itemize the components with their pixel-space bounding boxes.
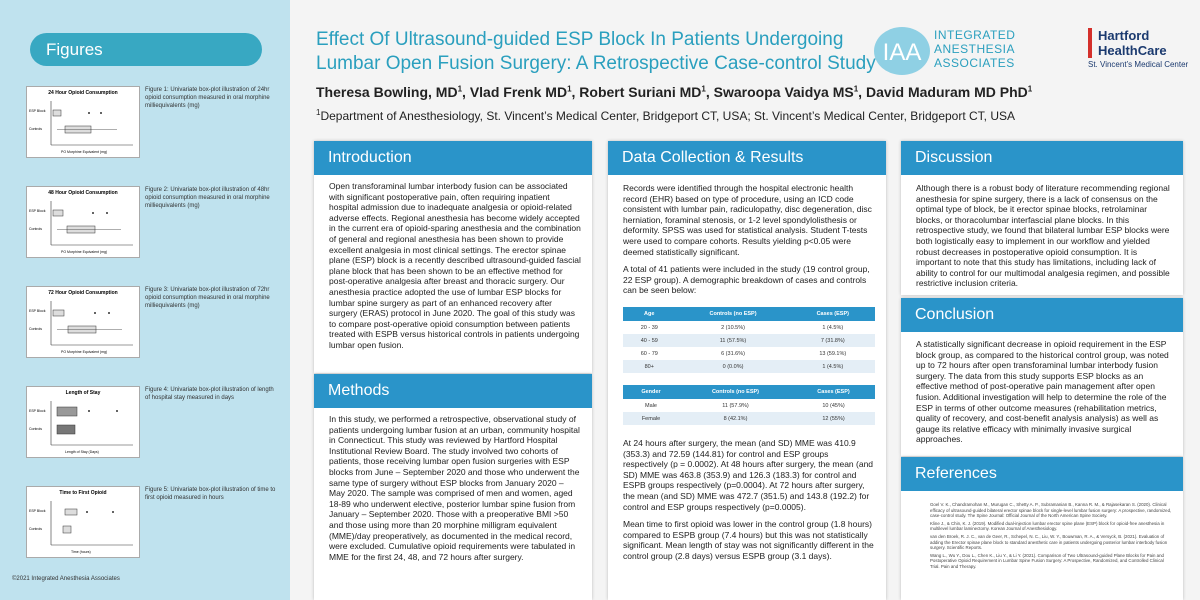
discussion-text: Although there is a robust body of literature recommending regional anesthesia for spine surgery, there is a lack of consensus on the optimal type of block, be it erector spinae blocks, retrolaminar blocks, or thoracolumbar interfascial plane blocks. In this retrospective study, we found that bilateral lumbar ESP blocks were both logistically easy to implement in our workflow and yielded robust decreases in postoperative opioid consumption. It is important to note that this study has limitations, including lack of ability to control for our multimodal analgesia regimen, and possible restrictive inclusion criteria. [916, 183, 1170, 289]
figure-2-boxplot [27, 187, 139, 257]
figure-2-caption: Figure 2: Univariate box-plot illustration of 48hr opioid consumption measured in oral morphine milliequivalents (mg) [145, 187, 270, 209]
results-heading: Data Collection & Results [608, 141, 886, 175]
figure-5-thumbnail [26, 486, 140, 558]
methods-heading: Methods [314, 374, 592, 408]
figure-1-boxplot [27, 87, 139, 157]
title-line-1: Effect Of Ultrasound-guided ESP Block In Patients Undergoing [316, 29, 844, 50]
conclusion-text: A statistically significant decrease in opioid requirement in the ESP block group, as compared to the historical control group, was noted up to 72 hours after open transforaminal lumbar interbody fusion surgery. The data from this study supports ESP blocks as an effective method of post-operative pain management after open fusion. Additional investigation will help to determine the role of the ESP in terms of other outcome measures (rehabilitation metrics, quality of recovery, and cost-benefit analysis analysis) as well as gauge its relative efficacy with minimally invasive surgical approaches. [916, 339, 1169, 445]
table-row: 60 - 79 6 (31.6%) 13 (59.1%) [640, 350, 847, 357]
figure-5-group-controls: Controls [29, 527, 43, 531]
table-row: Male 11 (57.9%) 10 (45%) [645, 402, 845, 409]
iaa-logo [872, 22, 1080, 80]
copyright-notice: ©2021 Integrated Anesthesia Associates [12, 576, 120, 582]
figure-2-xlabel: PO Morphine Equivalent (mg) [61, 250, 108, 254]
figure-3-group-esp: ESP Block [29, 309, 46, 313]
figure-5-title: Time to First Opioid [59, 490, 107, 496]
figure-1-title: 24 Hour Opioid Consumption [48, 90, 118, 96]
author-name: Theresa Bowling, MD [316, 84, 458, 100]
table-row: Female 8 (42.1%) 12 (55%) [623, 412, 875, 425]
table-row: 80+ 0 (0.0%) 1 (4.5%) [623, 360, 875, 373]
discussion-heading: Discussion [901, 141, 1183, 175]
introduction-text: Open transforaminal lumbar interbody fusion can be associated with significant postoperative pain, often requiring inpatient hospital admission due to inadequate analgesia or opioid-related adverse effects. Regional anesthesia has become widely accepted in the current era of opioid-sparing anesthesia and the combination of general and regional anesthesia has been shown to provide excellent analgesia in most clinical settings. The erector spinae plane (ESP) block is a recently described ultrasound-guided fascial plane block that has been shown to be an effective method for post-operative analgesia after breast and thoracic surgery. Our anesthesia practice adopted the use of lumbar ESP blocks for lumbar spine surgery as part of an enhanced recovery after surgery (ERAS) protocol in June 2020. The goal of this study was to compare post-operative opioid consumption between patients treated with ESPB versus historical controls in patients undergoing lumbar open fusion. [329, 181, 581, 350]
figure-1-group-controls: Controls [29, 127, 43, 131]
affiliation: $^1$Department of Anesthesiology, St. Vincent’s Medical Center, Bridgeport CT, USA; St. Vincent’s Medical Center, Bridgeport CT, USA [316, 108, 1016, 123]
hartford-healthcare-logo: Hartford HealthCare St. Vincent’s Medical Center [1088, 28, 1189, 69]
figure-1-caption: Figure 1: Univariate box-plot illustration of 24hr opioid consumption measured in oral morphine milliequivalents (mg) [145, 87, 270, 109]
figure-3-group-controls: Controls [29, 327, 43, 331]
table-row: 40 - 59 11 (57.5%) 7 (31.8%) [623, 334, 875, 347]
reference-item: van den Broek, R. J. C., van de Geer, R., Schepel, N. C., Liu, W. Y., Bouwman, R. A., & Versyck, B. (2021). Evaluation of adding the Erector spinae plane block to standard anesthetic care in patients undergoing posterior lumbar interbody fusion surgery. Scientific Reports. [930, 533, 1168, 551]
figure-1-group-esp: ESP Block [29, 109, 46, 113]
reference-item: Goel V. K., Chandramohan M., Murugan C., Shetty A. P., Subramanian B., Kanna R. M., & Rajasekaran S. (2020). Clinical efficacy of ultrasound-guided bilateral erector spinae block for single-level lumbar fusion surgery: A prospective, randomized, case-control study. The Spine Journal: Official Journal of the North American Spine Society. [930, 502, 1172, 519]
author-list: Theresa Bowling, $MD^1$, Vlad Frenk $MD^1$, Robert Suriani $MD^1$, Swaroopa Vaidya $MS^1$, David Maduram MD PhD$^1$ [316, 84, 1033, 100]
figures-heading: Figures [30, 33, 262, 66]
reference-item: Wang L., Wu Y., Dou L., Chen K., Liu Y., & Li Y. (2021). Comparison of Two Ultrasound-guided Plane Blocks for Pain and Postoperative Opioid Requirement in Lumbar Spine Fusion Surgery: A Prospective, Randomized, and Controlled Clinical Trial. Pain and Therapy. [930, 552, 1164, 569]
results-methods-paragraph: Records were identified through the hospital electronic health record (EHR) based on type of procedure, using an ICD code consistent with lumbar pain, radiculopathy, disc degeneration, disc herniation, foraminal stenosis, or 1-2 level spondylolisthesis or deformity. SPSS was used for statistical analysis. Student T-tests were used to compare cohorts. Results yielding p<0.05 were deemed statistically significant. [623, 183, 872, 257]
results-findings [623, 438, 875, 569]
figure-2-group-esp: ESP Block [29, 209, 46, 213]
poster-title [316, 28, 876, 76]
conclusion-heading: Conclusion [901, 298, 1183, 332]
gender-table [623, 385, 875, 425]
references-list [930, 502, 1174, 572]
table-header-row: Age Controls (no ESP) Cases (ESP) [623, 307, 875, 321]
figure-2-thumbnail [26, 186, 140, 258]
figure-1-xlabel: PO Morphine Equivalent (mg) [61, 150, 108, 154]
figure-3-thumbnail [26, 286, 140, 358]
table-row: 20 - 39 2 (10.5%) 1 (4.5%) [640, 324, 844, 331]
figure-2-title: 48 Hour Opioid Consumption [48, 190, 118, 196]
results-demographics-paragraph: A total of 41 patients were included in the study (19 control group, 22 ESP group). A demographic breakdown of cases and controls can be seen below: [623, 264, 870, 296]
methods-text: In this study, we performed a retrospective, observational study of patients undergoing lumbar fusion at an urban, community hospital in Connecticut. This study was reviewed by Hartford Hospital Institutional Review Board. The study involved two cohorts of patients, those receiving lumbar open fusion surgeries with ESP blocks from June – September 2020 and those who underwent the same type of surgery without ESP blocks from January 2020 – May 2020. The sample was comprised of men and women, aged 18-89 who underwent elective, posterior lumbar spine fusion from January – September 2020. Those with a preoperative BMI >50 and those using more than 20 morphine milligram equivalent (MME)/day preoperatively, as documented in the medical record, were excluded. Cumulative opioid requirements were tabulated in MME for the first 24, 48, and 72 hours after surgery. [329, 414, 580, 562]
figure-3-title: 72 Hour Opioid Consumption [48, 290, 118, 296]
figure-4-group-controls: Controls [29, 427, 43, 431]
iaa-logo-text: INTEGRATED ANESTHESIA ASSOCIATES [934, 28, 1016, 70]
hartford-logo-mark-icon [1086, 26, 1098, 62]
author-name: Robert Suriani MD [579, 84, 702, 100]
title-line-2: Lumbar Open Fusion Surgery: A Retrospective Case-control Study [316, 53, 876, 74]
figure-4-xlabel: Length of Stay (Days) [65, 450, 99, 454]
figure-4-group-esp: ESP Block [29, 409, 46, 413]
figure-3-caption: Figure 3: Univariate box-plot illustration of 72hr opioid consumption measured in oral morphine milliequivalents (mg) [145, 287, 270, 309]
figure-4-caption: Figure 4: Univariate box-plot illustration of length of hospital stay measured in days [145, 387, 274, 401]
figure-4-boxplot [27, 387, 139, 457]
svg-text:IAA: IAA [882, 39, 922, 66]
author-name: Swaroopa Vaidya MS [713, 84, 854, 100]
figure-4-thumbnail [26, 386, 140, 458]
results-text [623, 183, 875, 303]
figures-sidebar [0, 0, 290, 600]
age-table [623, 307, 875, 373]
iaa-logo-mark-icon [872, 22, 934, 80]
results-opioid-paragraph: At 24 hours after surgery, the mean (and SD) MME was 410.9 (353.3) and 72.59 (144.81) for control and ESP groups respectively (p = 0.0002). At 48 hours after surgery, the mean (and SD) MME was 463.8 (353.9) and 126.3 (183.3) for control and ESPB groups respectively (p=0.0004). At 72 hours after surgery, the mean (and SD) MME was 472.7 (351.5) and 143.8 (192.2) for control and ESP groups respectively (p=0.0005). [623, 438, 874, 512]
figure-1-thumbnail [26, 86, 140, 158]
figure-5-xlabel: Time (hours) [71, 550, 91, 554]
figure-4-title: Length of Stay [65, 390, 101, 396]
references-heading: References [901, 457, 1183, 491]
figure-5-boxplot [27, 487, 139, 557]
reference-item: Kline J., & Chin, K. J. (2019). Modified dual-injection lumbar erector spine plane (ESP) block for opioid-free anesthesia in multilevel lumbar laminectomy. Korean Journal of Anesthesiology. [930, 520, 1165, 532]
figure-5-group-esp: ESP Block [29, 509, 46, 513]
results-los-paragraph: Mean time to first opioid was lower in the control group (1.8 hours) compared to ESPB group (7.4 hours) but this was not statistically significant. Mean length of stay was not significantly different in the control group (2.8 days) versus ESPB group (3.1 days). [623, 519, 874, 561]
figure-3-boxplot [27, 287, 139, 357]
figure-3-xlabel: PO Morphine Equivalent (mg) [61, 350, 108, 354]
figure-5-caption: Figure 5: Univariate box-plot illustration of time to first opioid measured in hours [145, 487, 276, 501]
author-name: David Maduram MD PhD [865, 84, 1028, 100]
introduction-heading: Introduction [314, 141, 592, 175]
figure-2-group-controls: Controls [29, 227, 43, 231]
table-header-row: Gender Controls (no ESP) Cases (ESP) [623, 385, 875, 399]
author-name: Vlad Frenk MD [469, 84, 568, 100]
